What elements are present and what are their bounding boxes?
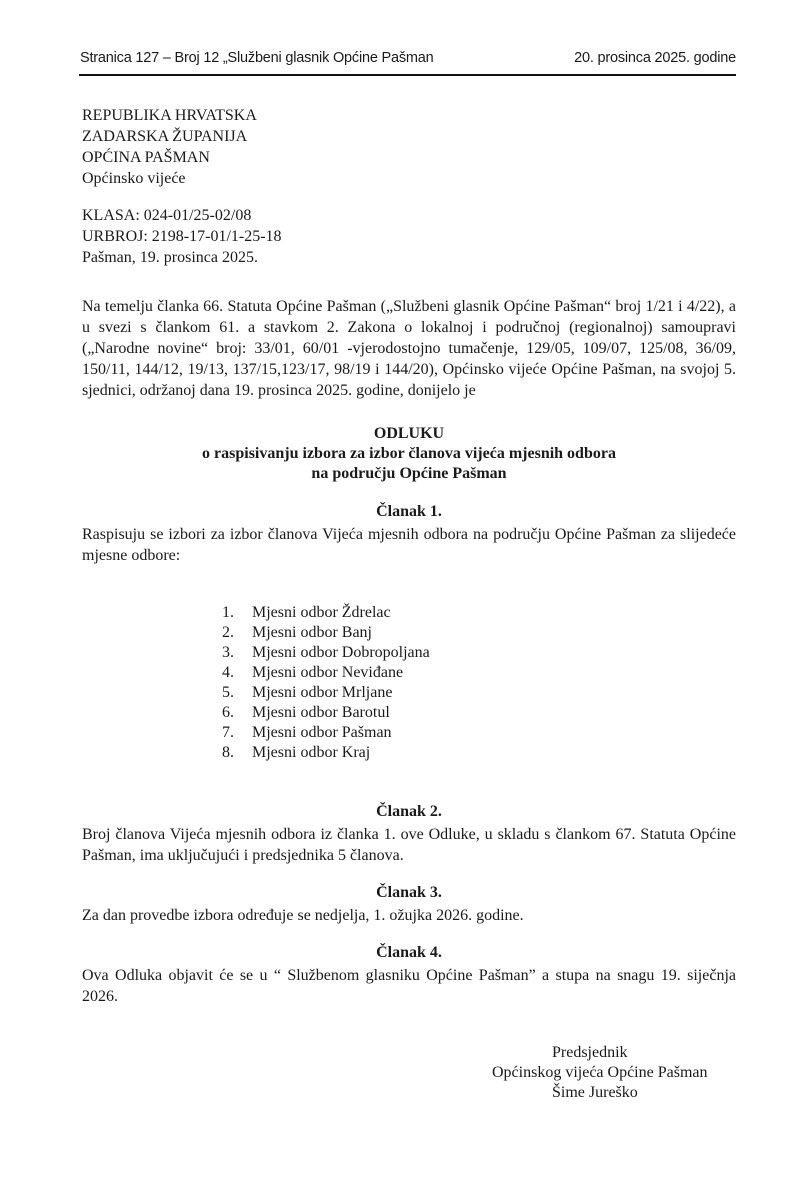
urbroj: URBROJ: 2198-17-01/1-25-18 [82,228,282,245]
preamble-text: Na temelju članka 66. Statuta Općine Pašman („Službeni glasnik Općine Pašman“ broj 1/21 i 4/22), a u svezi s člankom 61. a stavkom 2. Zakona o lokalnoj i područnoj (regionalnoj) samoupravi („Narodne novine“ broj: 33/01, 60/01 -vjerodostojno tumačenje, 129/05, 109/07, 125/08, 36/09, 150/11, 144/12, 19/13, 137/15,123/17, 98/19 i 144/20), Općinsko vijeće Općine Pašman, na svojoj 5. sjednici, održanoj dana 19. prosinca 2025. godine, donijelo je [82,298,736,399]
running-header [80,50,736,66]
article-2-title: Članak 2. [376,803,442,820]
header-date: 20. prosinca 2025. godine [574,50,736,66]
authority-municipality: OPĆINA PAŠMAN [82,149,210,166]
header-rule [79,74,736,76]
article-3-body: Za dan provedbe izbora određuje se nedjelja, 1. ožujka 2026. godine. [82,907,524,924]
signature-body: Općinskog vijeća Općine Pašman [492,1064,708,1081]
authority-council: Općinsko vijeće [82,170,186,187]
signature-name: Šime Jureško [552,1084,638,1101]
list-item: 3. Mjesni odbor Dobropoljana [222,644,430,661]
decision-title: ODLUKU [373,425,445,442]
list-item: 8. Mjesni odbor Kraj [222,744,371,761]
signature-role: Predsjednik [552,1044,628,1061]
decision-subtitle-2: na području Općine Pašman [311,465,507,482]
article-2-body: Broj članova Vijeća mjesnih odbora iz članka 1. ove Odluke, u skladu s člankom 67. Statuta Općine Pašman, ima uključujući i predsjednika 5 članova. [82,826,736,864]
list-item: 2. Mjesni odbor Banj [222,624,372,641]
header-issue-info: Stranica 127 – Broj 12 „Službeni glasnik Općine Pašman [80,50,434,66]
place-date: Pašman, 19. prosinca 2025. [82,249,258,266]
authority-county: ZADARSKA ŽUPANIJA [82,128,248,145]
list-item: 4. Mjesni odbor Neviđane [222,664,404,681]
article-1-body: Raspisuju se izbori za izbor članova Vijeća mjesnih odbora na području Općine Pašman za slijedeće mjesne odbore: [82,526,736,564]
article-3-title: Članak 3. [376,884,442,901]
article-4-body: Ova Odluka objavit će se u “ Službenom glasniku Općine Pašman” a stupa na snagu 19. siječnja 2026. [82,967,736,1005]
article-1-title: Članak 1. [376,503,442,520]
list-item: 5. Mjesni odbor Mrljane [222,684,393,701]
reference-numbers [82,205,282,268]
issuing-authority [82,105,257,189]
list-item: 6. Mjesni odbor Barotul [222,704,390,721]
klasa: KLASA: 024-01/25-02/08 [82,207,252,224]
committee-list [222,603,430,763]
signature-block [480,1043,740,1103]
decision-title-block [82,424,736,484]
authority-country: REPUBLIKA HRVATSKA [82,107,257,124]
list-item: 1. Mjesni odbor Ždrelac [222,604,391,621]
list-item: 7. Mjesni odbor Pašman [222,724,392,741]
article-4-title: Članak 4. [376,944,442,961]
decision-subtitle-1: o raspisivanju izbora za izbor članova vijeća mjesnih odbora [202,445,616,462]
preamble [82,296,736,401]
